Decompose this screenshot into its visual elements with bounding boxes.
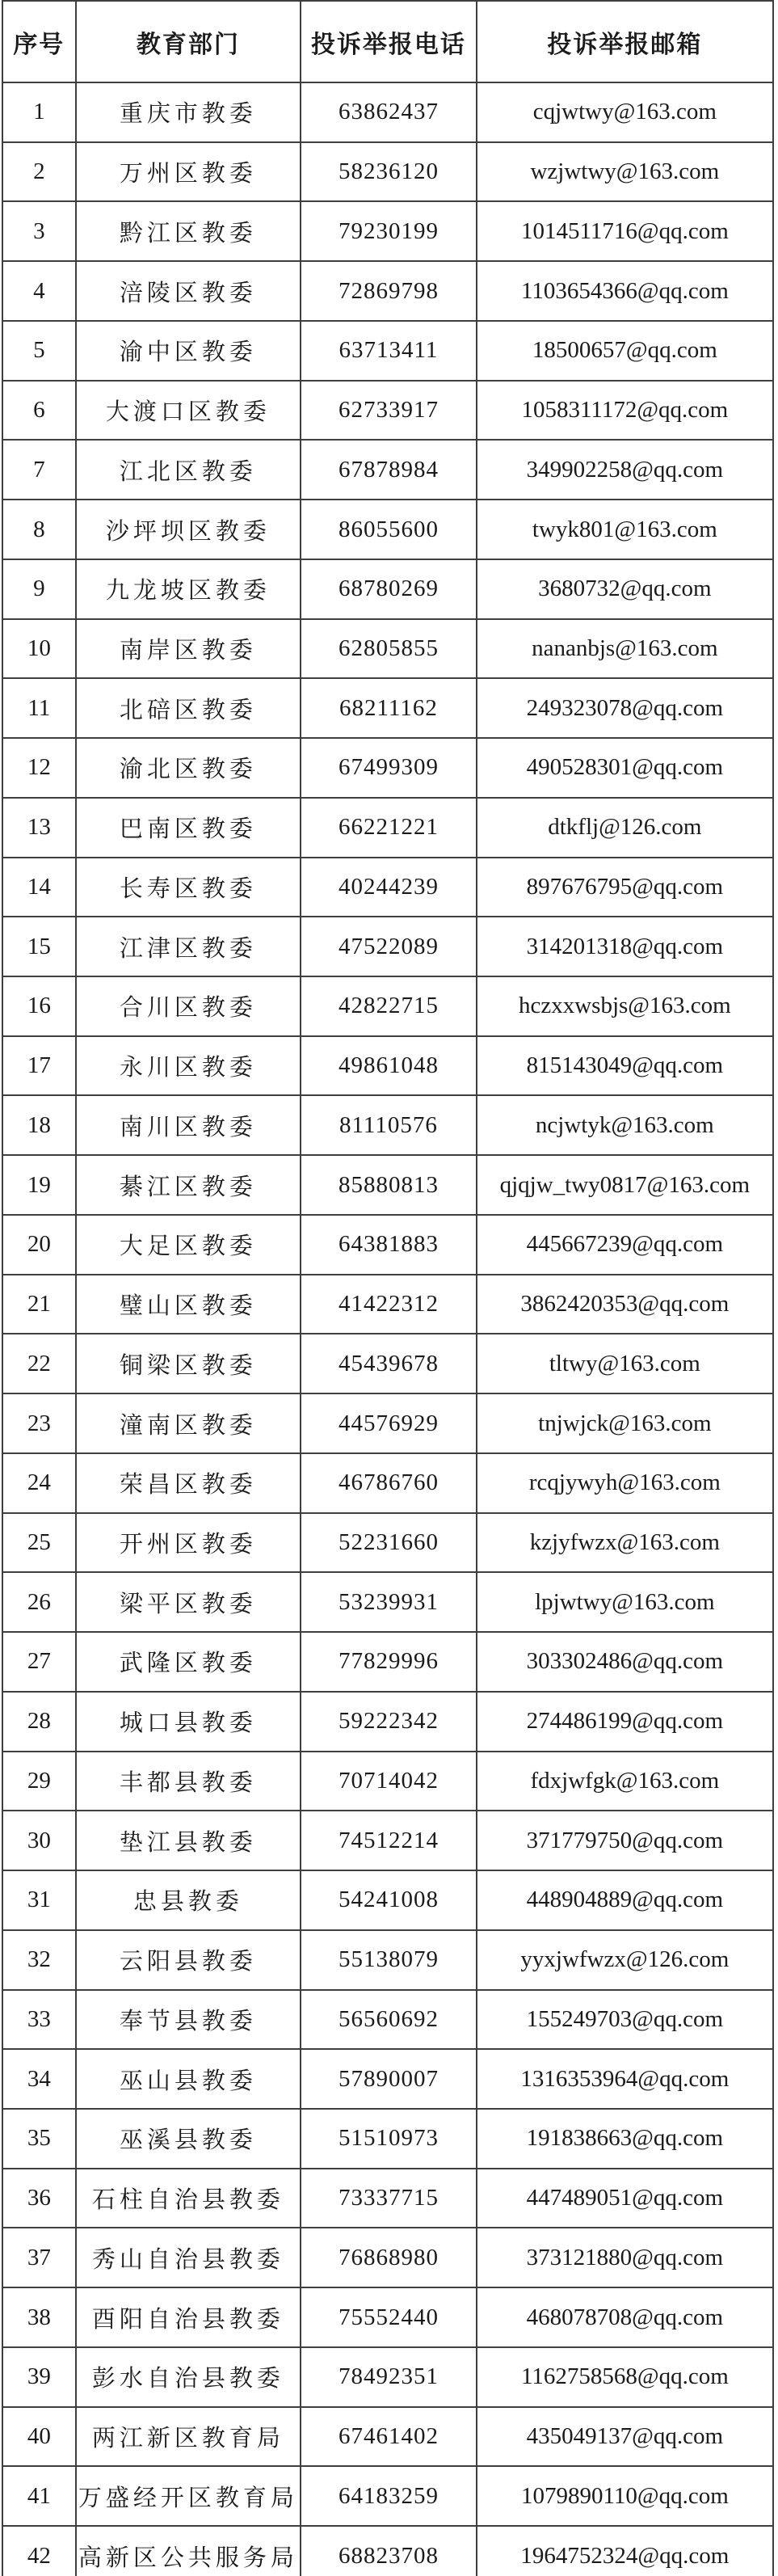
- cell-serial-number: 34: [2, 2049, 76, 2109]
- cell-phone: 85880813: [301, 1155, 477, 1215]
- cell-email: 373121880@qq.com: [477, 2228, 773, 2287]
- cell-email: 249323078@qq.com: [477, 678, 773, 738]
- table-row: [2, 2466, 773, 2526]
- cell-department: 大渡口区教委: [76, 381, 301, 441]
- cell-serial-number: 19: [2, 1155, 76, 1215]
- cell-serial-number: 16: [2, 976, 76, 1036]
- cell-department: 巴南区教委: [76, 798, 301, 858]
- cell-email: hczxxwsbjs@163.com: [477, 976, 773, 1036]
- cell-email: 191838663@qq.com: [477, 2109, 773, 2169]
- cell-serial-number: 15: [2, 917, 76, 976]
- cell-department: 渝中区教委: [76, 321, 301, 381]
- table-row: [2, 1990, 773, 2050]
- cell-email: 1964752324@qq.com: [477, 2526, 773, 2576]
- table-row: [2, 1752, 773, 1811]
- cell-phone: 64183259: [301, 2466, 477, 2526]
- cell-phone: 44576929: [301, 1393, 477, 1453]
- cell-department: 奉节县教委: [76, 1990, 301, 2050]
- cell-department: 武隆区教委: [76, 1632, 301, 1692]
- cell-phone: 72869798: [301, 261, 477, 321]
- cell-email: 815143049@qq.com: [477, 1036, 773, 1096]
- cell-phone: 81110576: [301, 1095, 477, 1155]
- table-row: [2, 619, 773, 679]
- cell-serial-number: 27: [2, 1632, 76, 1692]
- cell-phone: 64381883: [301, 1215, 477, 1275]
- cell-email: 445667239@qq.com: [477, 1215, 773, 1275]
- cell-phone: 63862437: [301, 82, 477, 142]
- cell-email: 155249703@qq.com: [477, 1990, 773, 2050]
- table-row: [2, 976, 773, 1036]
- cell-department: 潼南区教委: [76, 1393, 301, 1453]
- cell-department: 彭水自治县教委: [76, 2347, 301, 2407]
- cell-serial-number: 25: [2, 1513, 76, 1573]
- cell-serial-number: 11: [2, 678, 76, 738]
- table-row: [2, 261, 773, 321]
- cell-email: 1103654366@qq.com: [477, 261, 773, 321]
- cell-department: 涪陵区教委: [76, 261, 301, 321]
- table-row: [2, 2228, 773, 2287]
- cell-phone: 41422312: [301, 1275, 477, 1334]
- cell-email: lpjwtwy@163.com: [477, 1572, 773, 1632]
- cell-email: 490528301@qq.com: [477, 738, 773, 798]
- cell-phone: 73337715: [301, 2169, 477, 2228]
- cell-serial-number: 41: [2, 2466, 76, 2526]
- cell-serial-number: 4: [2, 261, 76, 321]
- cell-email: 349902258@qq.com: [477, 440, 773, 500]
- cell-serial-number: 12: [2, 738, 76, 798]
- cell-phone: 67878984: [301, 440, 477, 500]
- header-complaint-email: 投诉举报邮箱: [477, 1, 773, 82]
- table-row: [2, 798, 773, 858]
- cell-department: 梁平区教委: [76, 1572, 301, 1632]
- cell-email: qjqjw_twy0817@163.com: [477, 1155, 773, 1215]
- cell-email: 18500657@qq.com: [477, 321, 773, 381]
- cell-email: 371779750@qq.com: [477, 1811, 773, 1870]
- cell-department: 合川区教委: [76, 976, 301, 1036]
- cell-email: 447489051@qq.com: [477, 2169, 773, 2228]
- cell-phone: 55138079: [301, 1930, 477, 1990]
- cell-serial-number: 23: [2, 1393, 76, 1453]
- table-row: [2, 142, 773, 202]
- cell-serial-number: 24: [2, 1453, 76, 1513]
- table-row: [2, 1513, 773, 1573]
- cell-department: 重庆市教委: [76, 82, 301, 142]
- cell-email: 897676795@qq.com: [477, 858, 773, 917]
- cell-phone: 56560692: [301, 1990, 477, 2050]
- cell-serial-number: 14: [2, 858, 76, 917]
- cell-serial-number: 2: [2, 142, 76, 202]
- cell-phone: 67499309: [301, 738, 477, 798]
- cell-phone: 59222342: [301, 1692, 477, 1752]
- cell-email: kzjyfwzx@163.com: [477, 1513, 773, 1573]
- table-row: [2, 1632, 773, 1692]
- cell-serial-number: 35: [2, 2109, 76, 2169]
- header-serial-number: 序号: [2, 1, 76, 82]
- cell-department: 九龙坡区教委: [76, 559, 301, 619]
- cell-phone: 57890007: [301, 2049, 477, 2109]
- cell-serial-number: 10: [2, 619, 76, 679]
- cell-email: rcqjywyh@163.com: [477, 1453, 773, 1513]
- cell-serial-number: 33: [2, 1990, 76, 2050]
- table-row: [2, 917, 773, 976]
- table-row: [2, 1334, 773, 1393]
- cell-phone: 68823708: [301, 2526, 477, 2576]
- cell-department: 黔江区教委: [76, 201, 301, 261]
- header-complaint-phone: 投诉举报电话: [301, 1, 477, 82]
- cell-email: 274486199@qq.com: [477, 1692, 773, 1752]
- table-row: [2, 2407, 773, 2467]
- cell-email: tnjwjck@163.com: [477, 1393, 773, 1453]
- cell-email: 1079890110@qq.com: [477, 2466, 773, 2526]
- cell-email: 1316353964@qq.com: [477, 2049, 773, 2109]
- cell-phone: 47522089: [301, 917, 477, 976]
- table-row: [2, 1275, 773, 1334]
- cell-serial-number: 37: [2, 2228, 76, 2287]
- cell-phone: 49861048: [301, 1036, 477, 1096]
- cell-serial-number: 26: [2, 1572, 76, 1632]
- cell-email: twyk801@163.com: [477, 500, 773, 559]
- cell-phone: 51510973: [301, 2109, 477, 2169]
- cell-phone: 63713411: [301, 321, 477, 381]
- table-row: [2, 2347, 773, 2407]
- cell-serial-number: 17: [2, 1036, 76, 1096]
- cell-department: 巫溪县教委: [76, 2109, 301, 2169]
- cell-department: 垫江县教委: [76, 1811, 301, 1870]
- cell-phone: 68211162: [301, 678, 477, 738]
- table-row: [2, 1692, 773, 1752]
- cell-department: 万盛经开区教育局: [76, 2466, 301, 2526]
- cell-serial-number: 13: [2, 798, 76, 858]
- cell-phone: 67461402: [301, 2407, 477, 2467]
- table-row: [2, 858, 773, 917]
- cell-phone: 68780269: [301, 559, 477, 619]
- cell-serial-number: 8: [2, 500, 76, 559]
- cell-email: fdxjwfgk@163.com: [477, 1752, 773, 1811]
- cell-department: 沙坪坝区教委: [76, 500, 301, 559]
- cell-email: ncjwtyk@163.com: [477, 1095, 773, 1155]
- cell-department: 北碚区教委: [76, 678, 301, 738]
- cell-email: 3862420353@qq.com: [477, 1275, 773, 1334]
- complaint-contact-table: [2, 0, 774, 2576]
- cell-department: 高新区公共服务局: [76, 2526, 301, 2576]
- table-row: [2, 201, 773, 261]
- table-row: [2, 738, 773, 798]
- cell-phone: 70714042: [301, 1752, 477, 1811]
- cell-phone: 58236120: [301, 142, 477, 202]
- header-row: [2, 1, 773, 82]
- table-row: [2, 2049, 773, 2109]
- table-row: [2, 500, 773, 559]
- table-row: [2, 1036, 773, 1096]
- cell-department: 荣昌区教委: [76, 1453, 301, 1513]
- table-row: [2, 1393, 773, 1453]
- cell-email: tltwy@163.com: [477, 1334, 773, 1393]
- cell-department: 两江新区教育局: [76, 2407, 301, 2467]
- cell-phone: 46786760: [301, 1453, 477, 1513]
- cell-phone: 77829996: [301, 1632, 477, 1692]
- cell-serial-number: 32: [2, 1930, 76, 1990]
- cell-serial-number: 42: [2, 2526, 76, 2576]
- cell-department: 南岸区教委: [76, 619, 301, 679]
- cell-phone: 53239931: [301, 1572, 477, 1632]
- cell-serial-number: 31: [2, 1870, 76, 1930]
- cell-phone: 76868980: [301, 2228, 477, 2287]
- cell-department: 长寿区教委: [76, 858, 301, 917]
- cell-email: 1014511716@qq.com: [477, 201, 773, 261]
- table-row: [2, 1572, 773, 1632]
- cell-serial-number: 36: [2, 2169, 76, 2228]
- table-row: [2, 2526, 773, 2576]
- cell-department: 璧山区教委: [76, 1275, 301, 1334]
- cell-email: 1162758568@qq.com: [477, 2347, 773, 2407]
- table-header: [2, 1, 773, 82]
- cell-serial-number: 9: [2, 559, 76, 619]
- cell-phone: 52231660: [301, 1513, 477, 1573]
- table-row: [2, 559, 773, 619]
- table-row: [2, 678, 773, 738]
- cell-serial-number: 30: [2, 1811, 76, 1870]
- table-row: [2, 2287, 773, 2347]
- cell-department: 云阳县教委: [76, 1930, 301, 1990]
- cell-phone: 75552440: [301, 2287, 477, 2347]
- cell-serial-number: 39: [2, 2347, 76, 2407]
- cell-phone: 54241008: [301, 1870, 477, 1930]
- cell-email: cqjwtwy@163.com: [477, 82, 773, 142]
- cell-email: nananbjs@163.com: [477, 619, 773, 679]
- table-row: [2, 1453, 773, 1513]
- cell-phone: 45439678: [301, 1334, 477, 1393]
- cell-email: 435049137@qq.com: [477, 2407, 773, 2467]
- table-row: [2, 1215, 773, 1275]
- table-row: [2, 2109, 773, 2169]
- table-row: [2, 1811, 773, 1870]
- cell-serial-number: 5: [2, 321, 76, 381]
- cell-department: 江北区教委: [76, 440, 301, 500]
- table-row: [2, 381, 773, 441]
- cell-email: 314201318@qq.com: [477, 917, 773, 976]
- header-education-department: 教育部门: [76, 1, 301, 82]
- cell-serial-number: 40: [2, 2407, 76, 2467]
- cell-serial-number: 22: [2, 1334, 76, 1393]
- table-row: [2, 1095, 773, 1155]
- cell-department: 忠县教委: [76, 1870, 301, 1930]
- cell-department: 开州区教委: [76, 1513, 301, 1573]
- cell-serial-number: 7: [2, 440, 76, 500]
- cell-department: 秀山自治县教委: [76, 2228, 301, 2287]
- cell-email: 3680732@qq.com: [477, 559, 773, 619]
- cell-department: 綦江区教委: [76, 1155, 301, 1215]
- cell-phone: 62733917: [301, 381, 477, 441]
- cell-email: 468078708@qq.com: [477, 2287, 773, 2347]
- cell-phone: 40244239: [301, 858, 477, 917]
- cell-serial-number: 18: [2, 1095, 76, 1155]
- cell-email: 303302486@qq.com: [477, 1632, 773, 1692]
- table-row: [2, 1155, 773, 1215]
- cell-serial-number: 28: [2, 1692, 76, 1752]
- cell-department: 丰都县教委: [76, 1752, 301, 1811]
- cell-serial-number: 29: [2, 1752, 76, 1811]
- table-row: [2, 82, 773, 142]
- cell-department: 石柱自治县教委: [76, 2169, 301, 2228]
- cell-serial-number: 6: [2, 381, 76, 441]
- cell-department: 大足区教委: [76, 1215, 301, 1275]
- cell-phone: 86055600: [301, 500, 477, 559]
- cell-department: 江津区教委: [76, 917, 301, 976]
- cell-department: 南川区教委: [76, 1095, 301, 1155]
- cell-department: 铜梁区教委: [76, 1334, 301, 1393]
- cell-phone: 74512214: [301, 1811, 477, 1870]
- table-row: [2, 440, 773, 500]
- cell-phone: 79230199: [301, 201, 477, 261]
- cell-email: 1058311172@qq.com: [477, 381, 773, 441]
- cell-email: yyxjwfwzx@126.com: [477, 1930, 773, 1990]
- table-row: [2, 1870, 773, 1930]
- cell-serial-number: 3: [2, 201, 76, 261]
- cell-phone: 78492351: [301, 2347, 477, 2407]
- cell-department: 渝北区教委: [76, 738, 301, 798]
- table-body: [2, 82, 773, 2576]
- table-row: [2, 321, 773, 381]
- cell-email: 448904889@qq.com: [477, 1870, 773, 1930]
- table-row: [2, 1930, 773, 1990]
- cell-email: dtkflj@126.com: [477, 798, 773, 858]
- cell-phone: 42822715: [301, 976, 477, 1036]
- cell-email: wzjwtwy@163.com: [477, 142, 773, 202]
- cell-serial-number: 21: [2, 1275, 76, 1334]
- table-row: [2, 2169, 773, 2228]
- cell-serial-number: 38: [2, 2287, 76, 2347]
- cell-serial-number: 1: [2, 82, 76, 142]
- cell-department: 万州区教委: [76, 142, 301, 202]
- cell-department: 永川区教委: [76, 1036, 301, 1096]
- cell-serial-number: 20: [2, 1215, 76, 1275]
- cell-phone: 66221221: [301, 798, 477, 858]
- cell-phone: 62805855: [301, 619, 477, 679]
- cell-department: 城口县教委: [76, 1692, 301, 1752]
- cell-department: 巫山县教委: [76, 2049, 301, 2109]
- cell-department: 酉阳自治县教委: [76, 2287, 301, 2347]
